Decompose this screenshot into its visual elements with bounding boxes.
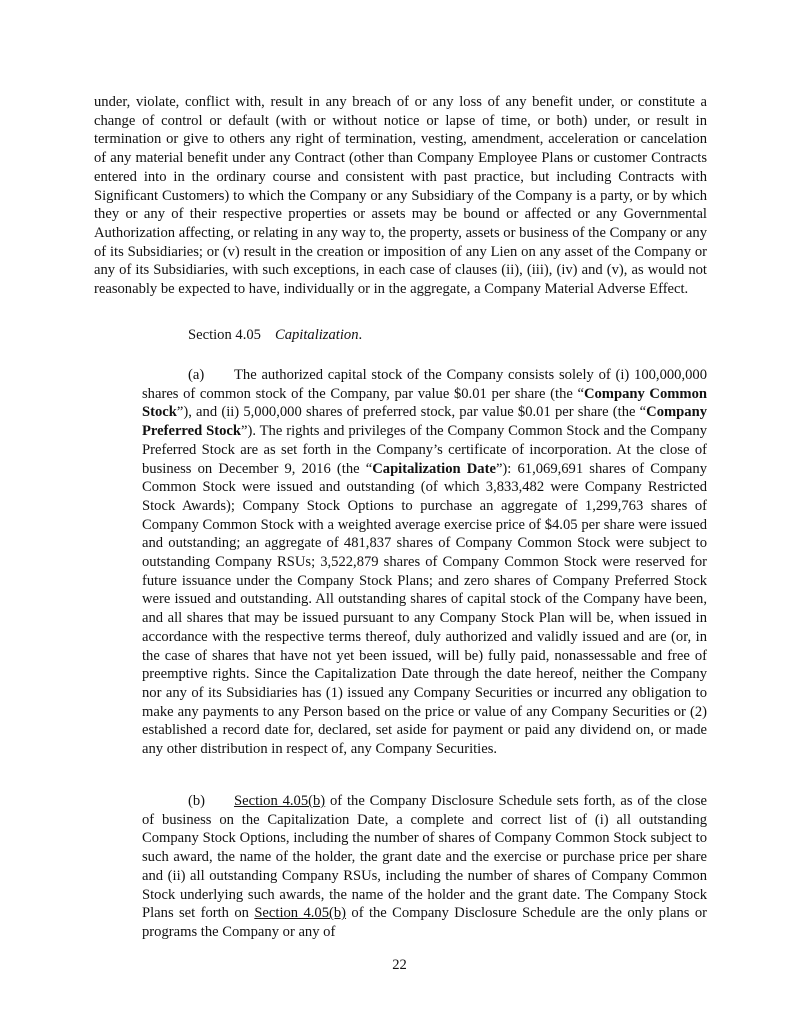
paragraph-a [142,366,707,759]
defined-term-capitalization-date: Capitalization Date [372,460,496,477]
section-reference-link-2: Section 4.05(b) [254,905,347,922]
paragraph-a-label: (a) [188,367,205,383]
paragraph-a-text-1: The authorized capital stock of the Company consists solely of (i) 100,000,000 shares of common stock of the Company, par value $0.01 per share (the “ [142,367,707,402]
paragraph-a-text-3: ”). The rights and privileges of the Company Common Stock and the Company Preferred Stock are as set forth in the Company’s certificate of incorporation. At the close of business on December 9, 2016 (the “ [142,423,707,477]
paragraph-a-text-2: ”), and (ii) 5,000,000 shares of preferred stock, par value $0.01 per share (the “ [176,404,647,421]
section-title-period: . [358,327,363,343]
paragraph-b-label: (b) [188,793,206,809]
section-heading [188,326,362,345]
defined-term-company-common-stock: Company Common Stock [142,385,707,421]
section-number: Section 4.05 [188,327,261,343]
paragraph-b-text-1: of the Company Disclosure Schedule sets forth, as of the close of business on the Capitalization Date, a complete and correct list of (i) all outstanding Company Stock Options, including the number of shares of Company Common Stock subject to such award, the name of the holder, the grant date and the exercise or purchase price per share and (ii) all outstanding Company RSUs, including the number of shares of Company Common Stock underlying such awards, the name of the holder and the grant date. The Company Stock Plans set forth on [142,793,707,922]
section-title: Capitalization [274,327,359,343]
section-reference-link: Section 4.05(b) [234,793,326,809]
intro-paragraph: under, violate, conflict with, result in any breach of or any loss of any benefit under, or constitute a change of control or default (with or without notice or lapse of time, or both) under, or result in termination or give to others any right of termination, vesting, amendment, acceleration or cancelation of any material benefit under any Contract (other than Company Employee Plans or customer Contracts entered into in the ordinary course and consistent with past practice, but including Contracts with Significant Customers) to which the Company or any Subsidiary of the Company is a party, or by which they or any of their respective properties or assets may be bound or affected or any Governmental Authorization affecting, or relating in any way to, the property, assets or business of the Company or any of its Subsidiaries; or (v) result in the creation or imposition of any Lien on any asset of the Company or any of its Subsidiaries, with such exceptions, in each case of clauses (ii), (iii), (iv) and (v), as would not reasonably be expected to have, individually or in the aggregate, a Company Material Adverse Effect. [94,94,707,298]
paragraph-a-text-4: ”): 61,069,691 shares of Company Common Stock were issued and outstanding (of which 3,833,482 were Company Restricted Stock Awards); Company Stock Options to purchase an aggregate of 1,299,763 shares of Company Common Stock with a weighted average exercise price of $4.05 per share were issued and outstanding; an aggregate of 481,837 shares of Company Common Stock were subject to outstanding Company RSUs; 3,522,879 shares of Company Common Stock were reserved for future issuance under the Company Stock Plans; and zero shares of Company Preferred Stock were issued and outstanding. All outstanding shares of capital stock of the Company have been, and all shares that may be issued pursuant to any Company Stock Plan will be, when issued in accordance with the respective terms thereof, duly authorized and validly issued and are (or, in the case of shares that have not yet been issued, will be) fully paid, nonassessable and free of preemptive rights. Since the Capitalization Date through the date hereof, neither the Company nor any of its Subsidiaries has (1) issued any Company Securities or incurred any obligation to make any payments to any Person based on the price or value of any Company Securities or (2) established a record date for, declared, set aside for payment or paid any dividend on, or made any other distribution in respect of, any Company Securities. [142,460,707,758]
defined-term-company-preferred-stock: Company Preferred Stock [142,404,707,440]
page-number: 22 [392,957,407,973]
paragraph-b [142,792,707,942]
paragraph-b-text-2: of the Company Disclosure Schedule are the only plans or programs the Company or any of [142,905,707,940]
